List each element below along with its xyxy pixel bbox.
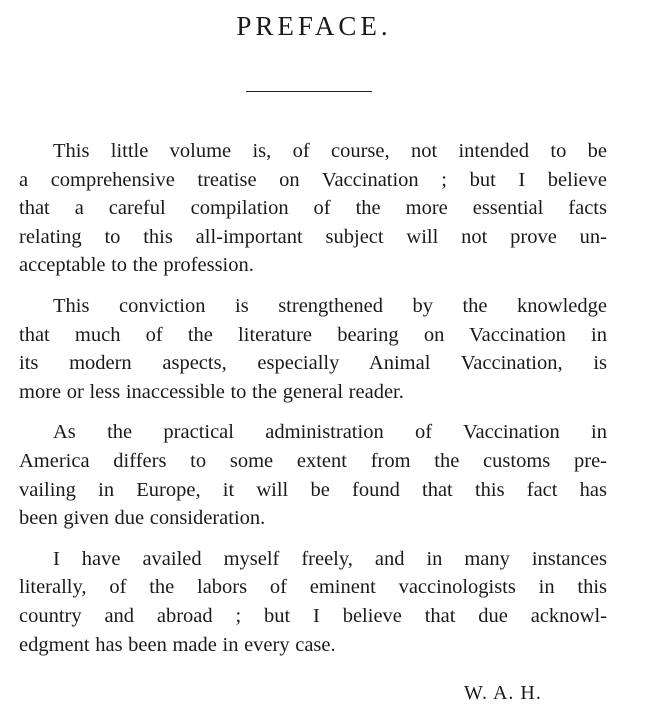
text-line: As the practical administration of Vaccination in: [53, 421, 607, 444]
text-line: vailing in Europe, it will be found that this fact has: [19, 478, 607, 501]
text-line: This little volume is, of course, not intended to be: [53, 140, 607, 162]
title-divider: [246, 91, 372, 92]
paragraph-4: [19, 545, 607, 659]
paragraph-2: [19, 292, 607, 406]
text-line: literally, of the labors of eminent vaccinologists in this: [19, 576, 607, 599]
text-line: its modern aspects, especially Animal Vaccination, is: [19, 352, 607, 375]
text-line: America differs to some extent from the customs pre-: [19, 449, 607, 472]
paragraph-1: [19, 137, 607, 280]
text-line: relating to this all-important subject will not prove un-: [19, 225, 607, 248]
text-line: more or less inaccessible to the general reader.: [19, 380, 404, 403]
text-line: that much of the literature bearing on Vaccination in: [19, 323, 607, 346]
author-initials: W. A. H.: [464, 682, 542, 704]
text-line: been given due consideration.: [19, 507, 266, 530]
paragraph-3: [19, 418, 607, 532]
text-line: acceptable to the profession.: [19, 254, 254, 277]
text-line: country and abroad ; but I believe that due acknowl-: [19, 604, 607, 627]
page-title: PREFACE.: [236, 11, 392, 41]
text-line: This conviction is strengthened by the knowledge: [53, 294, 607, 317]
text-line: that a careful compilation of the more essential facts: [19, 197, 607, 220]
preface-body: [19, 137, 607, 671]
text-line: a comprehensive treatise on Vaccination ; but I believe: [19, 168, 607, 191]
text-line: I have availed myself freely, and in many instances: [53, 547, 607, 570]
text-line: edgment has been made in every case.: [19, 633, 336, 656]
